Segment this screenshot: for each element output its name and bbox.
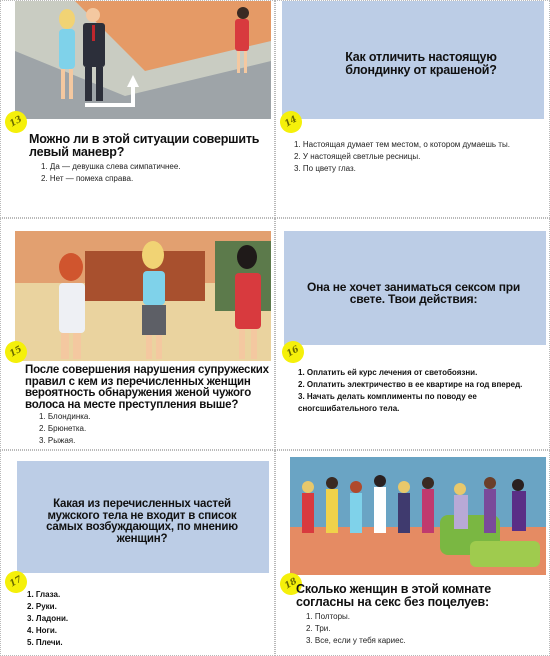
room-of-women-illustration xyxy=(290,457,546,575)
answer-option: 1. Да — девушка слева симпатичнее. xyxy=(41,162,181,171)
answer-option: 1. Полторы. xyxy=(306,612,351,621)
answer-list xyxy=(298,367,546,415)
quiz-card-16 xyxy=(275,218,550,450)
answer-option: 2. Оплатить электричество в ее квартире на год вперед. xyxy=(298,380,523,389)
three-women-illustration xyxy=(15,231,271,361)
quiz-card-14 xyxy=(275,0,550,218)
answer-option: 2. У настоящей светлые ресницы. xyxy=(294,152,421,161)
card-number-badge: 15 xyxy=(1,337,31,367)
quiz-card-17 xyxy=(0,450,275,656)
answer-option: 2. Руки. xyxy=(27,602,57,611)
card-number-badge: 16 xyxy=(278,337,308,367)
quiz-card-15 xyxy=(0,218,275,450)
card-number-badge: 14 xyxy=(276,107,306,137)
answer-option: 1. Оплатить ей курс лечения от светобоязни. xyxy=(298,368,478,377)
answer-option: 3. Начать делать комплименты по поводу ее сногсшибательного тела. xyxy=(298,392,477,413)
answer-option: 1. Настоящая думает тем местом, о котором думаешь ты. xyxy=(294,140,510,149)
question-text: Она не хочет заниматься сексом при свете. Твои действия: xyxy=(306,280,521,306)
question-text: Сколько женщин в этой комнате согласны на секс без поцелуев: xyxy=(296,582,491,609)
answer-list xyxy=(27,589,227,649)
question-text: После совершения нарушения супружеских правил с кем из перечисленных женщин вероятность обнаружения женой чужого волоса на месте преступления выше? xyxy=(25,364,269,411)
answer-option: 1. Блондинка. xyxy=(39,412,91,421)
card-number-badge: 13 xyxy=(1,107,31,137)
answer-list xyxy=(294,139,546,175)
answer-option: 1. Глаза. xyxy=(27,590,61,599)
answer-list xyxy=(306,611,536,647)
answer-option: 4. Ноги. xyxy=(27,626,58,635)
question-text: Как отличить настоящую блондинку от крашеной? xyxy=(345,50,497,77)
answer-option: 3. По цвету глаз. xyxy=(294,164,356,173)
answer-option: 3. Рыжая. xyxy=(39,436,76,445)
card-number-badge: 17 xyxy=(1,567,31,597)
question-text: Какая из перечисленных частей мужского тела не входит в список самых возбуждающих, по мнению женщин? xyxy=(46,498,238,545)
quiz-card-13 xyxy=(0,0,275,218)
answer-option: 5. Плечи. xyxy=(27,638,63,647)
question-text: Можно ли в этой ситуации совершить левый маневр? xyxy=(29,132,260,159)
answer-list xyxy=(41,161,271,185)
answer-option: 2. Три. xyxy=(306,624,331,633)
answer-option: 3. Ладони. xyxy=(27,614,69,623)
answer-list xyxy=(39,411,269,447)
answer-option: 3. Все, если у тебя кариес. xyxy=(306,636,406,645)
answer-option: 2. Нет — помеха справа. xyxy=(41,174,134,183)
road-turn-illustration xyxy=(15,1,271,119)
card-number-badge: 18 xyxy=(276,569,306,599)
answer-option: 2. Брюнетка. xyxy=(39,424,87,433)
quiz-card-18 xyxy=(275,450,550,656)
